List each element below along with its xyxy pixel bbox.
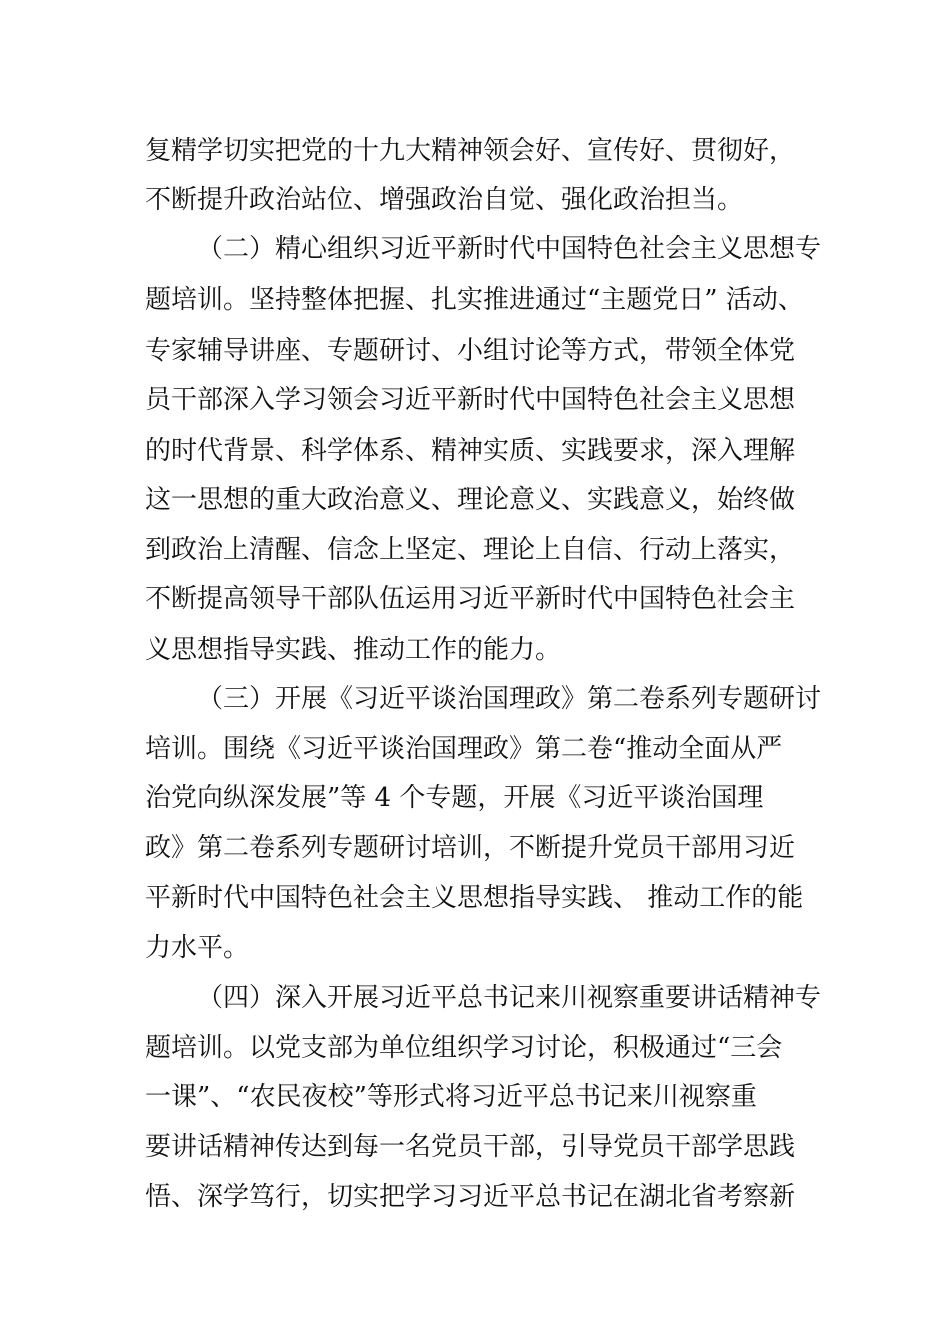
text-line: 一课”、“农民夜校”等形式将习近平总书记来川视察重	[145, 1082, 757, 1112]
text-line: 政》第二卷系列专题研讨培训，不断提升党员干部用习近	[145, 833, 796, 863]
text-line: 不断提升政治站位、增强政治自觉、强化政治担当。	[145, 185, 744, 215]
text-line: 题培训。以党支部为单位组织学习讨论，积极通过“三会	[145, 1033, 783, 1063]
paragraph-heading-2: （二）精心组织习近平新时代中国特色社会主义思想专	[197, 234, 822, 264]
paragraph-heading-4: （四）深入开展习近平总书记来川视察重要讲话精神专	[197, 983, 822, 1013]
text-line: 义思想指导实践、推动工作的能力。	[145, 635, 562, 665]
text-line: 题培训。坚持整体把握、扎实推进通过“主题党日” 活动、	[145, 285, 804, 315]
text-line: 专家辅导讲座、专题研讨、小组讨论等方式，带领全体党	[145, 336, 796, 366]
text-line: 培训。围绕《习近平谈治国理政》第二卷“推动全面从严	[145, 734, 783, 764]
text-line: 要讲话精神传达到每一名党员干部，引导党员干部学思践	[145, 1132, 796, 1162]
text-line: 这一思想的重大政治意义、理论意义、实践意义，始终做	[145, 485, 796, 515]
text-line: 平新时代中国特色社会主义思想指导实践、 推动工作的能	[145, 883, 804, 913]
text-line: 力水平。	[145, 933, 250, 963]
text-line: 悟、深学笃行，切实把学习习近平总书记在湖北省考察新	[145, 1182, 796, 1212]
paragraph-heading-3: （三）开展《习近平谈治国理政》第二卷系列专题研讨	[197, 684, 822, 714]
text-line: 治党向纵深发展”等 4 个专题，开展《习近平谈治国理	[145, 783, 764, 813]
text-line: 员干部深入学习领会习近平新时代中国特色社会主义思想	[145, 385, 796, 415]
text-line: 的时代背景、科学体系、精神实质、实践要求，深入理解	[145, 436, 796, 466]
text-line: 不断提高领导干部队伍运用习近平新时代中国特色社会主	[145, 584, 796, 614]
text-line: 复精学切实把党的十九大精神领会好、宣传好、贯彻好，	[145, 136, 796, 166]
text-line: 到政治上清醒、信念上坚定、理论上自信、行动上落实，	[145, 535, 796, 565]
